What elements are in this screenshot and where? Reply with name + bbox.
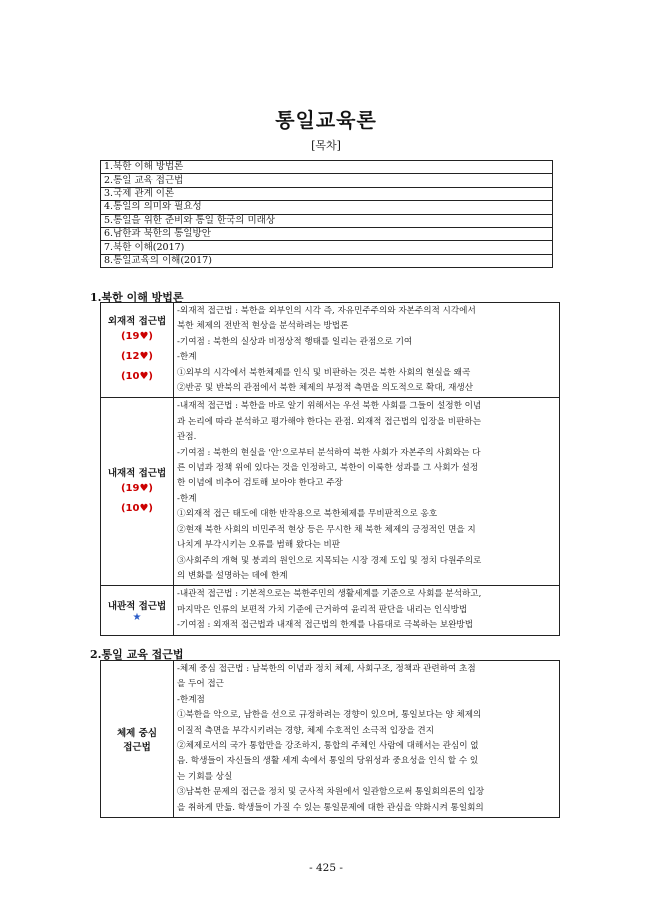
toc-item: 5.통일을 위한 준비와 통일 한국의 미래상 bbox=[101, 214, 553, 227]
content-line: -내재적 접근법 : 북한을 바로 알기 위해서는 우선 북한 사회를 그들이 설정한 이념 bbox=[177, 401, 482, 412]
approach-label-cell bbox=[101, 586, 174, 635]
approach-content bbox=[174, 303, 560, 398]
content-line: 관점. bbox=[177, 432, 197, 443]
approach-label-cell bbox=[101, 303, 174, 398]
approach-label-line: 체제 중심 bbox=[116, 728, 157, 740]
content-line: ②현재 북한 사회의 비민주적 현상 등은 무시한 채 북한 체제의 긍정적인 면을 지 bbox=[177, 524, 476, 535]
table-row bbox=[101, 303, 560, 398]
content-line: 을 두어 접근 bbox=[177, 679, 224, 690]
content-line: 의 변화를 설명하는 데에 한계 bbox=[177, 570, 288, 581]
content-line: -한계 bbox=[177, 493, 197, 504]
toc-item: 7.북한 이해(2017) bbox=[101, 241, 553, 254]
content-line: -한계 bbox=[177, 352, 197, 363]
approach-label-cell bbox=[101, 398, 174, 586]
toc-row bbox=[101, 254, 553, 267]
toc-item: 1.북한 이해 방법론 bbox=[101, 161, 553, 174]
toc-item: 3.국제 관계 이론 bbox=[101, 187, 553, 200]
content-line: -내관적 접근법 : 기본적으로는 북한주민의 생활세계를 기준으로 사회를 분석하고, bbox=[177, 589, 482, 600]
content-line: -체제 중심 접근법 : 남북한의 이념과 정치 체제, 사회구조, 정책과 관련하여 초점 bbox=[177, 664, 476, 674]
content-line: ①외재적 접근 태도에 대한 반작용으로 북한체제를 무비판적으로 옹호 bbox=[177, 509, 438, 520]
importance-mark: (12♥) bbox=[120, 351, 154, 363]
star-icon: ★ bbox=[132, 611, 142, 623]
toc-item: 4.통일의 의미와 필요성 bbox=[101, 201, 553, 214]
content-line: -한계점 bbox=[177, 694, 205, 705]
content-line: ②체제로서의 국가 통합만을 강조하지, 통합의 주체인 사람에 대해서는 관심이 없 bbox=[177, 741, 479, 752]
content-line: 마지막은 인류의 보편적 가치 기준에 근거하여 윤리적 판단을 내리는 인식방법 bbox=[177, 604, 468, 615]
approach-label: 내관적 접근법 bbox=[107, 600, 167, 612]
toc-item: 2.통일 교육 접근법 bbox=[101, 174, 553, 187]
content-line: 한 이념에 비추어 검토해 보아야 한다고 주장 bbox=[177, 478, 343, 489]
content-line: 는 기회를 상실 bbox=[177, 771, 233, 782]
page-number: - 425 - bbox=[309, 862, 343, 874]
toc-row bbox=[101, 227, 553, 240]
toc-item: 6.남한과 북한의 통일방안 bbox=[101, 227, 553, 240]
content-line: ③사회주의 개혁 및 붕괴의 원인으로 지목되는 시장 경제 도입 및 정치 다원주의로 bbox=[177, 555, 482, 566]
toc-row bbox=[101, 187, 553, 200]
table-row bbox=[101, 586, 560, 635]
table-row bbox=[101, 661, 560, 818]
toc-subtitle: [목차] bbox=[311, 139, 341, 152]
content-line: 이질적 측면을 부각시키려는 경향, 체제 수호적인 소극적 입장을 견지 bbox=[177, 725, 435, 736]
section1-table bbox=[100, 302, 560, 636]
toc-table bbox=[100, 160, 553, 268]
toc-row bbox=[101, 241, 553, 254]
content-line: ②반공 및 반북의 관점에서 북한 체제의 부정적 측면을 의도적으로 확대, 재생산 bbox=[177, 383, 473, 394]
content-line: -기여점 : 외재적 접근법과 내재적 접근법의 한계를 나름대로 극복하는 보완방법 bbox=[177, 620, 474, 631]
table-row bbox=[101, 398, 560, 586]
toc-row bbox=[101, 174, 553, 187]
importance-mark: (10♥) bbox=[120, 371, 154, 383]
content-line: 을 취하게 만듦. 학생들이 가질 수 있는 통일문제에 대한 관심을 약화시켜 통일회의 bbox=[177, 802, 484, 813]
approach-content bbox=[174, 586, 560, 635]
section-heading: 2.통일 교육 접근법 bbox=[90, 648, 184, 661]
content-line: -기여점 : 북한의 실상과 비정상적 행태를 일리는 관점으로 기여 bbox=[177, 336, 413, 347]
importance-mark: (10♥) bbox=[120, 502, 154, 514]
section-heading: 1.북한 이해 방법론 bbox=[90, 291, 184, 304]
content-line: 과 논리에 따라 분석하고 평가해야 한다는 관점. 외재적 접근법의 입장을 비판하는 bbox=[177, 416, 482, 427]
approach-label-line: 접근법 bbox=[123, 742, 151, 754]
toc-row bbox=[101, 161, 553, 174]
importance-mark: (19♥) bbox=[120, 331, 154, 343]
content-line: ③남북한 문제의 접근을 정치 및 군사적 차원에서 일관함으로써 통일회의론의 입장 bbox=[177, 787, 485, 798]
importance-mark: (19♥) bbox=[120, 482, 154, 494]
toc-item: 8.통일교육의 이해(2017) bbox=[101, 254, 553, 267]
section2-table bbox=[100, 660, 560, 818]
content-line: ①외부의 시각에서 북한체제를 인식 및 비판하는 것은 북한 사회의 현실을 왜곡 bbox=[177, 367, 471, 378]
content-line: -외재적 접근법 : 북한을 외부인의 시각 즉, 자유민주주의와 자본주의적 시각에서 bbox=[177, 306, 476, 316]
toc-row bbox=[101, 214, 553, 227]
content-line: 나치게 부각시키는 오류를 범해 왔다는 비판 bbox=[177, 540, 341, 551]
content-line: 른 이념과 정책 위에 있다는 것을 인정하고, 북한이 이룩한 성과를 그 사회가 설정 bbox=[177, 463, 479, 474]
approach-label: 내재적 접근법 bbox=[107, 467, 167, 479]
content-line: 음. 학생들이 자신들의 생활 세계 속에서 통일의 당위성과 중요성을 인식 할 수 있 bbox=[177, 756, 479, 767]
content-line: -기여점 : 북한의 현실을 '안'으로부터 분석하여 북한 사회가 자본주의 사회와는 다 bbox=[177, 447, 481, 458]
approach-label-cell bbox=[101, 661, 174, 818]
approach-content bbox=[174, 661, 560, 818]
approach-content bbox=[174, 398, 560, 586]
document-title: 통일교육론 bbox=[275, 108, 377, 132]
content-line: ①북한을 악으로, 남한을 선으로 규정하려는 경향이 있으며, 통일보다는 양 체제의 bbox=[177, 710, 482, 721]
approach-label: 외재적 접근법 bbox=[107, 316, 167, 328]
content-line: 북한 체제의 전반적 현상을 분석하려는 방법론 bbox=[177, 321, 349, 332]
toc-row bbox=[101, 201, 553, 214]
